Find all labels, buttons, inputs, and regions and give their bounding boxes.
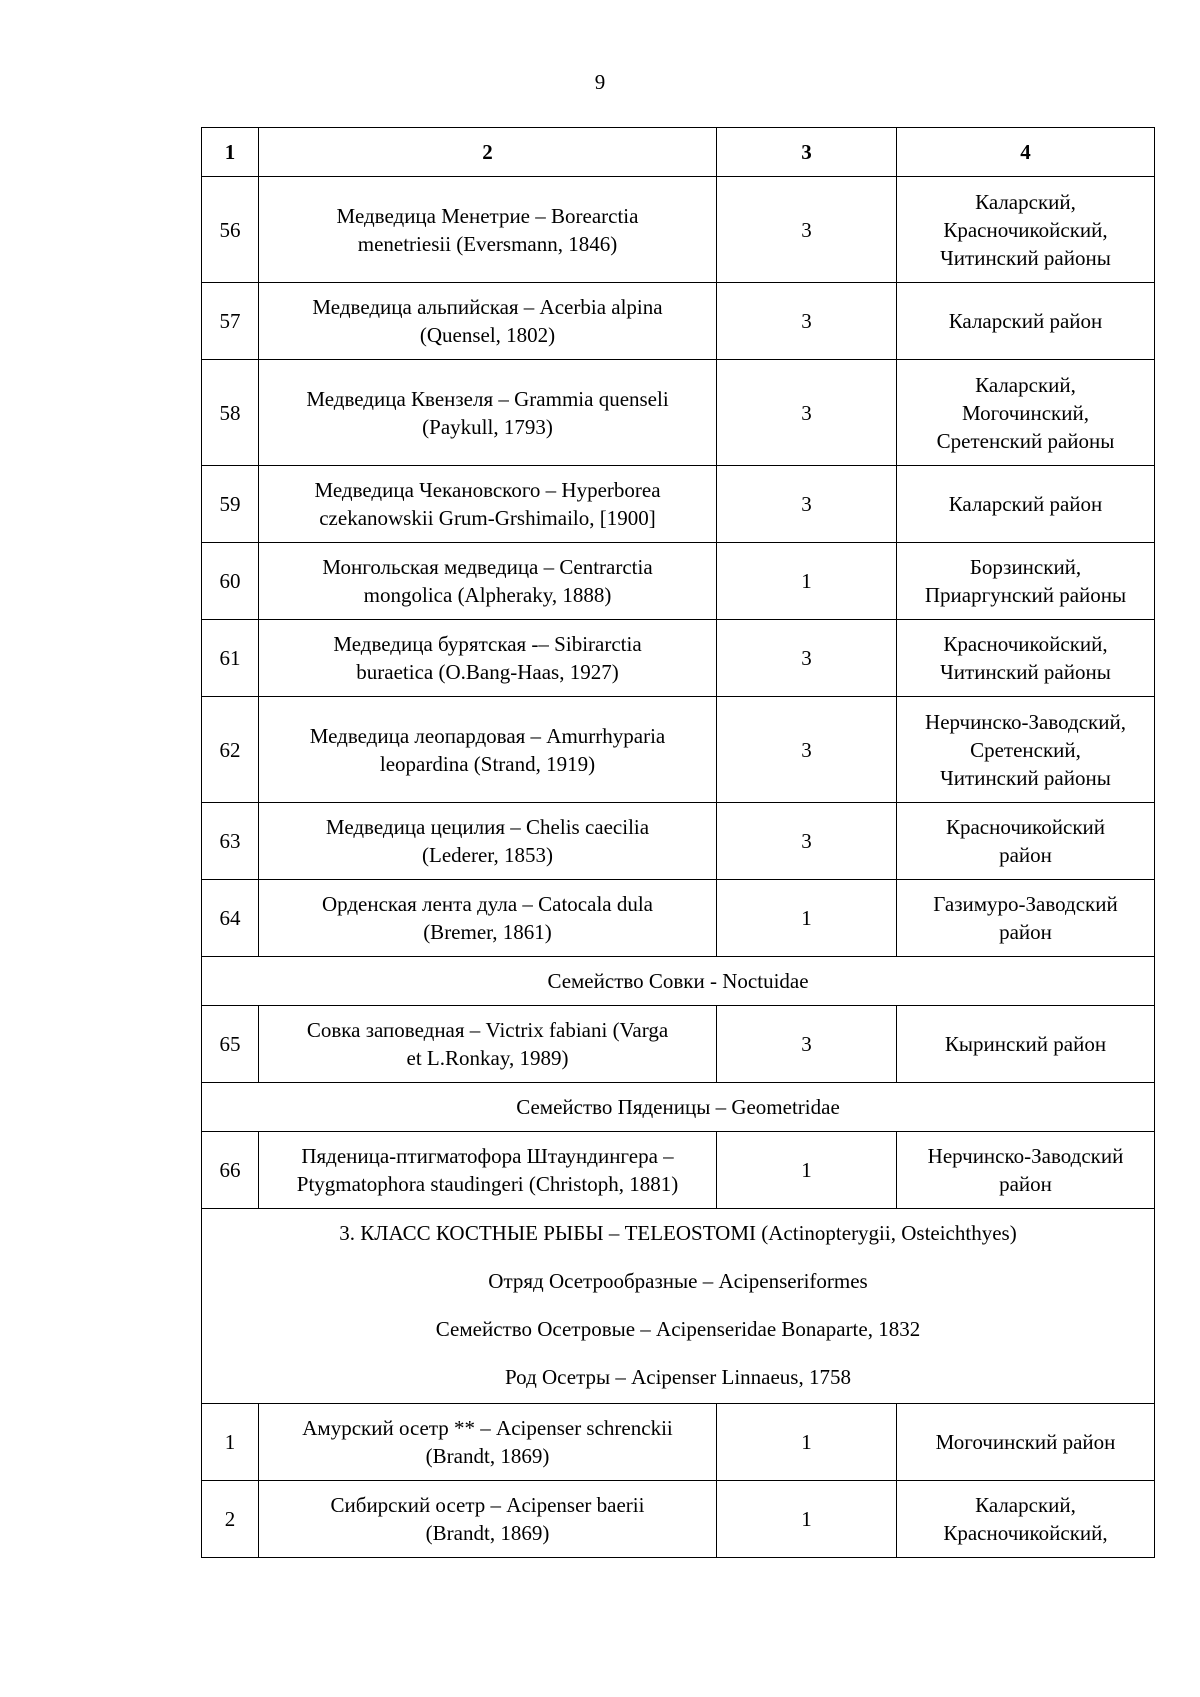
cell-line: (Brandt, 1869) [425,1444,550,1468]
species-name [259,177,717,283]
cell-line: et L.Ronkay, 1989) [406,1046,569,1070]
species-name [259,620,717,697]
row-number: 63 [202,803,259,880]
cell-line: menetriesii (Eversmann, 1846) [357,231,618,256]
table-row [202,697,1155,803]
category: 3 [717,360,897,466]
cell-line: buraetica (O.Bang-Haas, 1927) [356,660,619,684]
cell-line: район [999,843,1052,867]
category: 3 [717,697,897,803]
row-number: 60 [202,543,259,620]
row-number: 59 [202,466,259,543]
row-number: 2 [202,1481,259,1558]
district [897,1132,1155,1209]
category: 1 [717,1404,897,1481]
column-header-3: 3 [717,128,897,177]
row-number: 1 [202,1404,259,1481]
cell-line: Медведица леопардовая – Amurrhyparia [309,723,666,748]
district [897,1006,1155,1083]
row-number: 58 [202,360,259,466]
row-number: 61 [202,620,259,697]
category: 3 [717,177,897,283]
cell-line: Приаргунский районы [924,583,1127,607]
table-row [202,283,1155,360]
cell-line: Пяденица-птигматофора Штаундингера – [301,1144,674,1168]
species-name [259,283,717,360]
cell-line: (Bremer, 1861) [423,920,552,944]
table-row [202,803,1155,880]
district [897,283,1155,360]
cell-line: Борзинский, [969,555,1082,579]
column-header-1: 1 [202,128,259,177]
row-number: 64 [202,880,259,957]
cell-line: Каларский, [975,189,1076,214]
category: 1 [717,1132,897,1209]
species-name [259,1404,717,1481]
category: 3 [717,283,897,360]
cell-line: Красночикойский, [943,632,1108,656]
cell-line: Медведица цецилия – Chelis caecilia [325,815,650,839]
category: 3 [717,466,897,543]
species-name [259,803,717,880]
cell-line: Медведица Менетрие – Borearctia [336,203,639,228]
cell-line: район [999,920,1052,944]
cell-line: leopardina (Strand, 1919) [379,751,596,776]
species-name [259,697,717,803]
cell-line: (Lederer, 1853) [422,843,553,867]
cell-line: Читинский районы [940,765,1111,790]
district [897,1481,1155,1558]
district [897,360,1155,466]
taxonomy-block [202,1209,1155,1404]
page-number: 9 [594,70,606,94]
row-number: 65 [202,1006,259,1083]
cell-line: Медведица Чекановского – Hyperborea [314,478,661,502]
row-number: 62 [202,697,259,803]
taxon-order: Отряд Осетрообразные – Acipenseriformes [488,1269,868,1293]
district [897,620,1155,697]
cell-line: Газимуро-Заводский [933,892,1118,916]
column-header-4: 4 [897,128,1155,177]
district [897,880,1155,957]
cell-line: Нерчинско-Заводский [927,1144,1124,1168]
taxonomy-section-row [202,1209,1155,1404]
table-row [202,543,1155,620]
cell-line: Каларский, [975,1493,1076,1517]
table-row [202,1481,1155,1558]
cell-line: Ptygmatophora staudingeri (Christoph, 1881) [296,1172,679,1196]
district [897,543,1155,620]
cell-line: Сретенский районы [936,428,1115,453]
cell-line: Кыринский район [944,1032,1107,1056]
taxon-family: Семейство Осетровые – Acipenseridae Bonaparte, 1832 [435,1317,921,1341]
cell-line: czekanowskii Grum-Grshimailo, [1900] [319,506,656,530]
cell-line: Совка заповедная – Victrix fabiani (Varga [306,1018,669,1042]
cell-line: (Brandt, 1869) [425,1521,550,1545]
cell-line: Читинский районы [940,245,1111,270]
district [897,1404,1155,1481]
species-name [259,1481,717,1558]
row-number: 57 [202,283,259,360]
taxon-genus: Род Осетры – Acipenser Linnaeus, 1758 [505,1365,851,1389]
category: 3 [717,1006,897,1083]
table-row [202,360,1155,466]
cell-line: Медведица альпийская – Acerbia alpina [312,295,663,319]
cell-line: Красночикойский, [943,217,1108,242]
cell-line: Медведица Квензеля – Grammia quenseli [306,386,669,411]
species-name [259,1006,717,1083]
cell-line: (Paykull, 1793) [422,414,553,439]
category: 1 [717,543,897,620]
table-header-row [202,128,1155,177]
cell-line: Орденская лента дула – Catocala dula [321,892,654,916]
cell-line: Сибирский осетр – Acipenser baerii [330,1493,645,1517]
species-name [259,543,717,620]
cell-line: Читинский районы [940,660,1111,684]
table-row [202,1006,1155,1083]
cell-line: Каларский район [948,309,1103,333]
family-heading: Семейство Совки - Noctuidae [202,957,1155,1006]
district [897,177,1155,283]
species-name [259,880,717,957]
column-header-2: 2 [259,128,717,177]
section-row [202,1083,1155,1132]
cell-line: Могочинский, [962,400,1089,425]
cell-line: Красночикойский [945,815,1106,839]
table-row [202,1132,1155,1209]
family-heading: Семейство Пяденицы – Geometridae [202,1083,1155,1132]
category: 1 [717,880,897,957]
species-name [259,1132,717,1209]
cell-line: Красночикойский, [943,1521,1108,1545]
cell-line: Каларский, [975,372,1076,397]
cell-line: Сретенский, [970,737,1081,762]
category: 3 [717,803,897,880]
table-row [202,177,1155,283]
district [897,803,1155,880]
row-number: 56 [202,177,259,283]
row-number: 66 [202,1132,259,1209]
species-table [201,127,1155,1558]
cell-line: Монгольская медведица – Centrarctia [322,555,653,579]
category: 3 [717,620,897,697]
section-row [202,957,1155,1006]
table-row [202,1404,1155,1481]
category: 1 [717,1481,897,1558]
table-row [202,880,1155,957]
cell-line: Могочинский район [935,1430,1116,1454]
table-row [202,466,1155,543]
cell-line: Медведица бурятская -– Sibirarctia [333,632,642,656]
species-name [259,360,717,466]
species-name [259,466,717,543]
cell-line: (Quensel, 1802) [419,323,556,347]
district [897,466,1155,543]
taxon-class: 3. КЛАСС КОСТНЫЕ РЫБЫ – TELEOSTOMI (Actinopterygii, Osteichthyes) [339,1221,1017,1245]
cell-line: Нерчинско-Заводский, [925,709,1126,734]
cell-line: mongolica (Alpheraky, 1888) [363,583,612,607]
table-row [202,620,1155,697]
cell-line: Амурский осетр ** – Acipenser schrenckii [302,1416,673,1440]
district [897,697,1155,803]
cell-line: Каларский район [948,492,1103,516]
cell-line: район [999,1172,1052,1196]
